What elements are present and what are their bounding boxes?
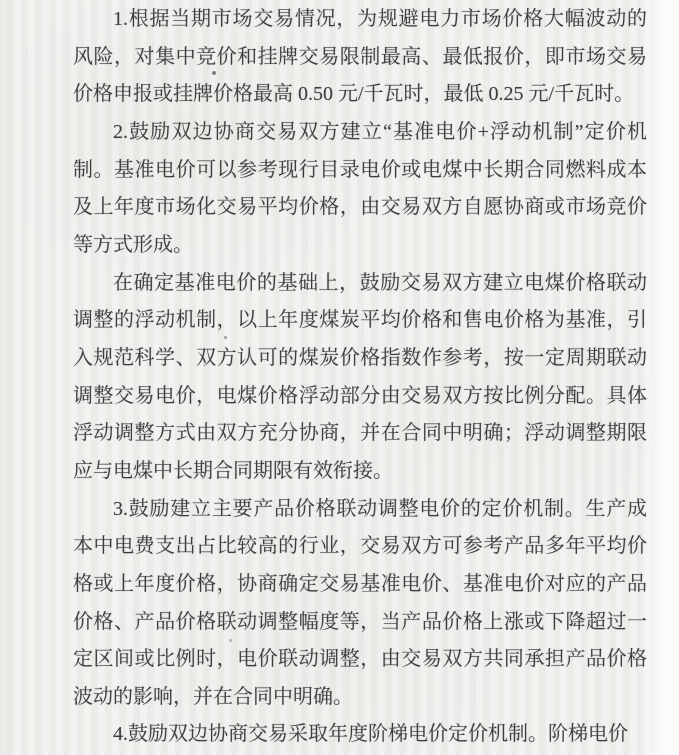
paragraph-1: 1.根据当期市场交易情况，为规避电力市场价格大幅波动的风险，对集中竞价和挂牌交易限制最高、最低报价，即市场交易价格申报或挂牌价格最高 0.50 元/千瓦时，最低 0.25 元/千瓦时。 [73,8,647,106]
document-body [73,1,647,754]
scan-speck [212,71,216,75]
scan-speck [224,336,227,339]
paragraph-4: 3.鼓励建立主要产品价格联动调整电价的定价机制。生产成本中电费支出占比较高的行业，交易双方可参考产品多年平均价格或上年度价格，协商确定交易基准电价、基准电价对应的产品价格、产品价格联动调整幅度等，当产品价格上涨或下降超过一定区间或比例时，电价联动调整，由交易双方共同承担产品价格波动的影响，并在合同中明确。 [73,497,647,708]
paragraph-5: 4.鼓励双边协商交易采取年度阶梯电价定价机制。阶梯电价 [113,723,628,746]
paragraph-3: 在确定基准电价的基础上，鼓励交易双方建立电煤价格联动调整的浮动机制，以上年度煤炭平均价格和售电价格为基准，引入规范科学、双方认可的煤炭价格指数作参考，按一定周期联动调整交易电价，电煤价格浮动部分由交易双方按比例分配。具体浮动调整方式由双方充分协商，并在合同中明确；浮动调整期限应与电煤中长期合同期限有效衔接。 [73,271,647,482]
scan-speck [229,639,232,642]
paragraph-2: 2.鼓励双边协商交易双方建立“基准电价+浮动机制”定价机制。基准电价可以参考现行目录电价或电煤中长期合同燃料成本及上年度市场化交易平均价格，由交易双方自愿协商或市场竞价等方式形成。 [73,120,647,256]
